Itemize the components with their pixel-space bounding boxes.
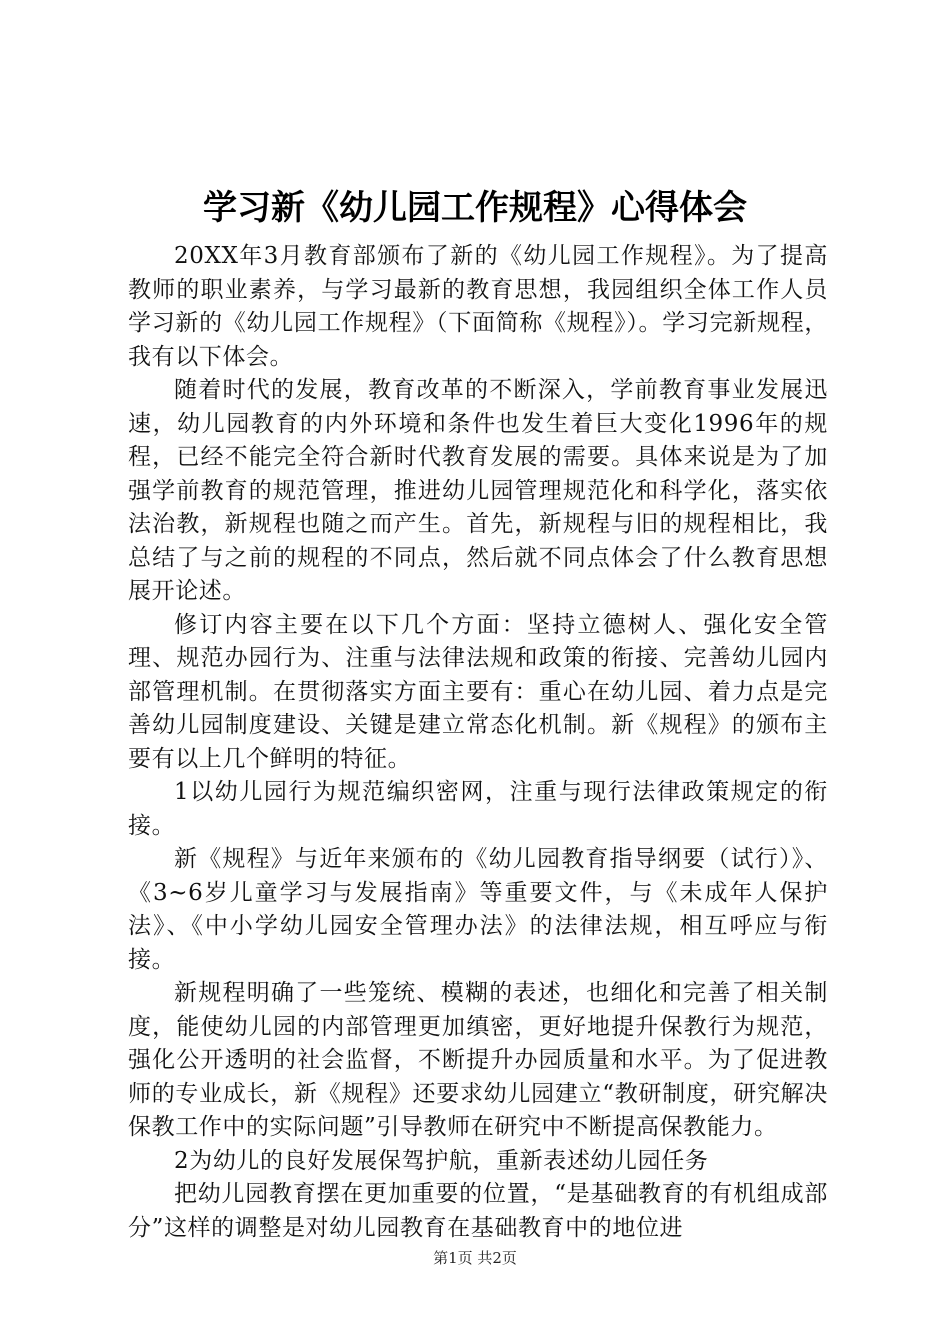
paragraph: 新规程明确了一些笼统、模糊的表述，也细化和完善了相关制度，能使幼儿园的内部管理更加缜密，更好地提升保教行为规范，强化公开透明的社会监督，不断提升办园质量和水平。为了促进教师的专业成长，新《规程》还要求幼儿园建立“教研制度，研究解决保教工作中的实际问题”引导教师在研究中不断提高保教能力。 <box>128 980 828 1140</box>
document-title: 学习新《幼儿园工作规程》心得体会 <box>203 188 747 228</box>
paragraph: 20XX年3月教育部颁布了新的《幼儿园工作规程》。为了提高教师的职业素养，与学习最新的教育思想，我园组织全体工作人员学习新的《幼儿园工作规程》（下面简称《规程》）。学习完新规程，我有以下体会。 <box>128 243 828 370</box>
paragraph: 新《规程》与近年来颁布的《幼儿园教育指导纲要（试行）》、《3~6岁儿童学习与发展指南》等重要文件，与《未成年人保护法》、《中小学幼儿园安全管理办法》的法律法规，相互呼应与衔接。 <box>128 846 828 973</box>
paragraph: 修订内容主要在以下几个方面：坚持立德树人、强化安全管理、规范办园行为、注重与法律法规和政策的衔接、完善幼儿园内部管理机制。在贯彻落实方面主要有：重心在幼儿园、着力点是完善幼儿园制度建设、关键是建立常态化机制。新《规程》的颁布主要有以上几个鲜明的特征。 <box>128 611 828 772</box>
paragraph: 随着时代的发展，教育改革的不断深入，学前教育事业发展迅速，幼儿园教育的内外环境和条件也发生着巨大变化1996年的规程，已经不能完全符合新时代教育发展的需要。具体来说是为了加强学前教育的规范管理，推进幼儿园管理规范化和科学化，落实依法治教，新规程也随之而产生。首先，新规程与旧的规程相比，我总结了与之前的规程的不同点，然后就不同点体会了什么教育思想展开论述。 <box>128 377 828 604</box>
paragraph: 2为幼儿的良好发展保驾护航，重新表述幼儿园任务 <box>174 1147 709 1174</box>
paragraph: 1以幼儿园行为规范编织密网，注重与现行法律政策规定的衔接。 <box>128 779 828 839</box>
page-number-footer: 第1页 共2页 <box>433 1249 517 1267</box>
document-body <box>128 240 828 1245</box>
paragraph: 把幼儿园教育摆在更加重要的位置，“是基础教育的有机组成部分”这样的调整是对幼儿园教育在基础教育中的地位进 <box>128 1181 828 1241</box>
